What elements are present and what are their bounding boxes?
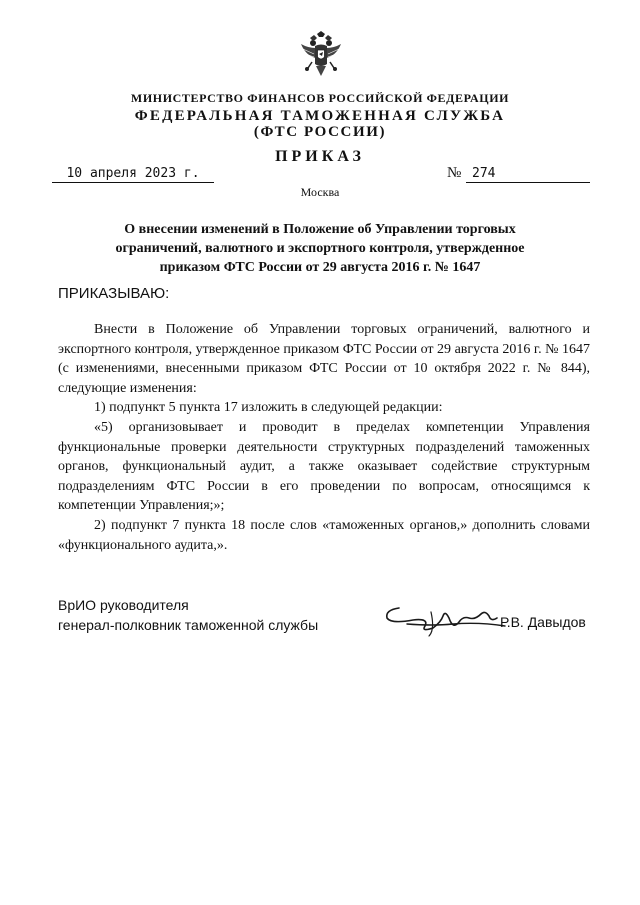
body-paragraph: Внести в Положение об Управлении торговых ограничений, валютного и экспортного контроля, утвержденное приказом ФТС России от 29 августа 2016 г. № 1647 (с изменениями, внесенными приказом ФТС России от 10 октября 2022 г. № 844), следующие изменения: [58, 322, 590, 396]
coat-of-arms-icon [298, 30, 344, 80]
order-subject: О внесении изменений в Положение об Управлении торговых ограничений, валютного и экспортного контроля, утвержденное приказом ФТС России от 29 августа 2016 г. № 1647 [115, 222, 525, 275]
body-paragraph: 1) подпункт 5 пункта 17 изложить в следующей редакции: [94, 400, 443, 416]
signer-name: Р.В. Давыдов [500, 614, 586, 630]
body-paragraph: «5) организовывает и проводит в пределах компетенции Управления функциональные проверки деятельности структурных подразделений таможенных органов, функциональный аудит, а также оказывает содействие структурным подразделениям ФТС России в его проведении по вопросам, относящимся к компетенции Управления;»; [58, 419, 590, 514]
ministry-title: МИНИСТЕРСТВО ФИНАНСОВ РОССИЙСКОЙ ФЕДЕРАЦИИ [130, 91, 510, 105]
order-number: 274 [466, 166, 590, 183]
order-body [58, 320, 590, 555]
document-type: ПРИКАЗ [275, 148, 365, 165]
signer-position [58, 595, 318, 635]
issue-city: Москва [300, 185, 340, 199]
signer-position-line: ВрИО руководителя [58, 597, 189, 613]
order-date: 10 апреля 2023 г. [52, 166, 214, 183]
signer-position-line: генерал-полковник таможенной службы [58, 617, 319, 633]
service-title: ФЕДЕРАЛЬНАЯ ТАМОЖЕННАЯ СЛУЖБА [134, 108, 506, 124]
service-short-title: (ФТС РОССИИ) [253, 124, 387, 140]
handwritten-signature [383, 600, 511, 640]
body-paragraph: 2) подпункт 7 пункта 18 после слов «таможенных органов,» дополнить словами «функционального аудита,». [58, 517, 590, 553]
order-directive: ПРИКАЗЫВАЮ: [58, 285, 170, 302]
order-number-label: № [447, 165, 462, 181]
